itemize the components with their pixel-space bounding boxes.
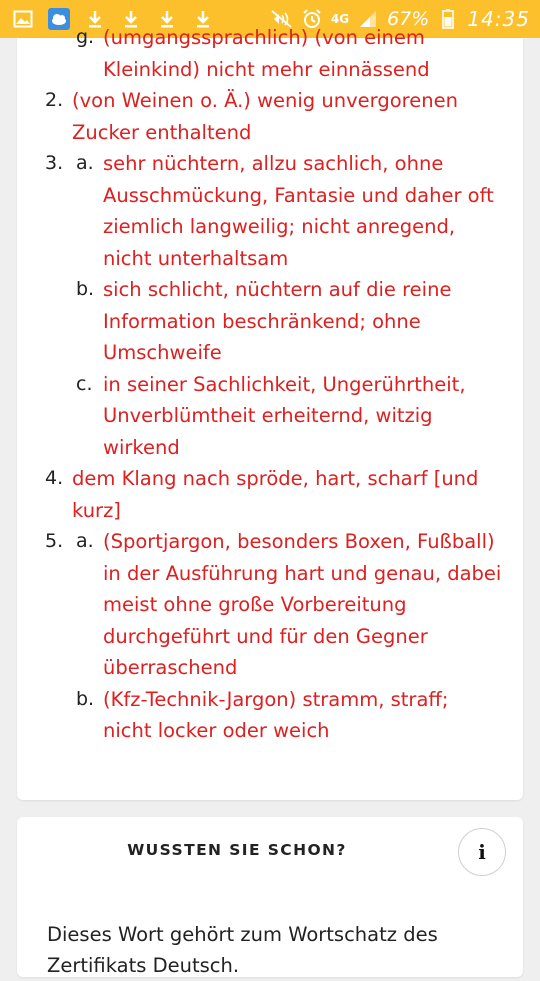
- definition-text: in seiner Sachlichkeit, Ungerührtheit, Unverblümtheit erheiternd, witzig wirkend: [103, 372, 466, 459]
- definition-number: 3.: [45, 152, 64, 174]
- network-type: 4G: [330, 12, 350, 26]
- definition-text: sehr nüchtern, allzu sachlich, ohne Ausschmückung, Fantasie und daher oft ziemlich langweilig; nicht anregend, nicht unterhaltsam: [103, 152, 494, 270]
- definition-number: 4.: [45, 467, 64, 489]
- definition-number: 5.: [45, 530, 64, 552]
- definition-item: [45, 85, 487, 148]
- sub-index: a.: [76, 152, 94, 174]
- did-you-know-card: [17, 817, 523, 977]
- definition-item: [45, 526, 503, 684]
- did-you-know-text: Dieses Wort gehört zum Wortschatz des Zertifikats Deutsch.: [47, 923, 438, 977]
- definition-text: (Sportjargon, besonders Boxen, Fußball) in der Ausführung hart und genau, dabei meist ohne große Vorbereitung durchgeführt und für den Gegner überraschend: [103, 530, 502, 679]
- definition-text: dem Klang nach spröde, hart, scharf [und kurz]: [72, 467, 479, 522]
- definition-item: [45, 148, 503, 274]
- definition-list: [17, 22, 523, 747]
- definition-text: (von Weinen o. Ä.) wenig unvergorenen Zucker enthaltend: [72, 89, 458, 144]
- definition-text: (umgangssprachlich) (von einem Kleinkind) nicht mehr einnässend: [103, 26, 430, 81]
- clock: 14:35: [467, 7, 530, 31]
- did-you-know-title: WUSSTEN SIE SCHON?: [127, 841, 347, 859]
- sub-index: b.: [76, 687, 95, 710]
- definition-text: sich schlicht, nüchtern auf die reine Information beschränkend; ohne Umschweife: [103, 278, 452, 364]
- definitions-card: [17, 26, 523, 800]
- battery-percent: 67%: [387, 8, 430, 30]
- sub-index: b.: [76, 278, 95, 300]
- definition-item: [76, 684, 503, 747]
- sub-index: a.: [76, 530, 94, 552]
- info-icon: i: [478, 840, 486, 864]
- definition-number: 2.: [45, 89, 64, 111]
- sub-index: g.: [76, 26, 95, 48]
- info-button[interactable]: [458, 828, 506, 876]
- definition-item: [76, 22, 503, 85]
- definition-item: [76, 369, 503, 464]
- definition-item: [45, 463, 487, 526]
- definition-item: [76, 274, 503, 369]
- definition-text: (Kfz-Technik-Jargon) stramm, straff; nicht locker oder weich: [103, 687, 449, 742]
- sub-index: c.: [76, 372, 93, 395]
